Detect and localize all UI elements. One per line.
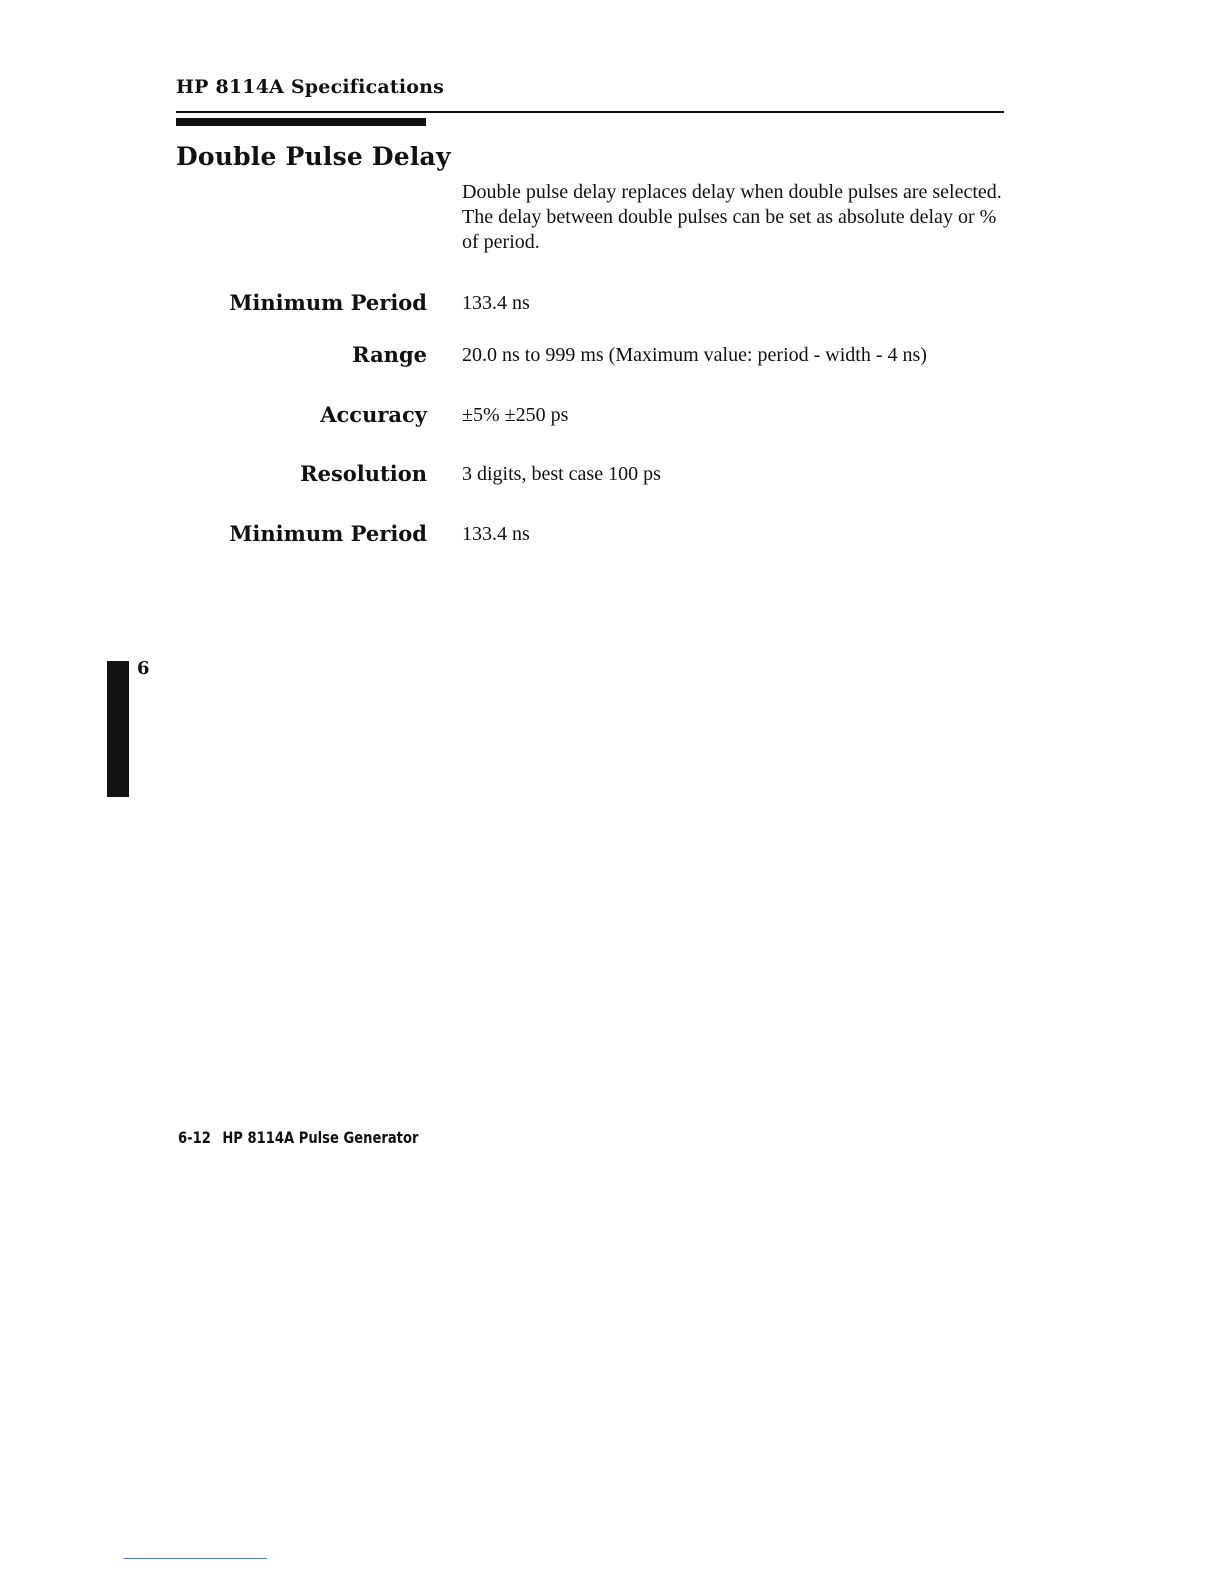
chapter-tab-bar <box>107 661 129 797</box>
spec-row-minimum-period-2 <box>0 521 1224 551</box>
spec-label: Resolution <box>300 461 427 486</box>
spec-row-resolution <box>0 461 1224 491</box>
bottom-divider <box>124 1558 267 1559</box>
spec-value: 20.0 ns to 999 ms (Maximum value: period - width - 4 ns) <box>462 344 927 366</box>
header-rule-thick <box>176 118 426 126</box>
footer-page-number: 6-12 <box>178 1128 211 1147</box>
spec-value: ±5% ±250 ps <box>462 404 569 426</box>
spec-row-range <box>0 342 1224 372</box>
spec-value: 133.4 ns <box>462 292 530 314</box>
page-footer <box>178 1128 418 1147</box>
spec-value: 3 digits, best case 100 ps <box>462 463 661 485</box>
spec-row-accuracy <box>0 402 1224 432</box>
chapter-tab-number: 6 <box>137 658 150 679</box>
spec-label: Accuracy <box>320 402 427 427</box>
section-intro: Double pulse delay replaces delay when double pulses are selected. The delay between double pulses can be set as absolute delay or % of period. <box>462 181 1002 253</box>
spec-label: Range <box>352 342 427 367</box>
footer-title: HP 8114A Pulse Generator <box>222 1128 419 1147</box>
spec-label: Minimum Period <box>229 290 427 315</box>
header-rule-thin <box>176 111 1004 113</box>
spec-label: Minimum Period <box>229 521 427 546</box>
section-title: Double Pulse Delay <box>176 142 451 171</box>
running-header: HP 8114A Specifications <box>176 76 445 98</box>
spec-value: 133.4 ns <box>462 523 530 545</box>
spec-row-minimum-period <box>0 290 1224 320</box>
